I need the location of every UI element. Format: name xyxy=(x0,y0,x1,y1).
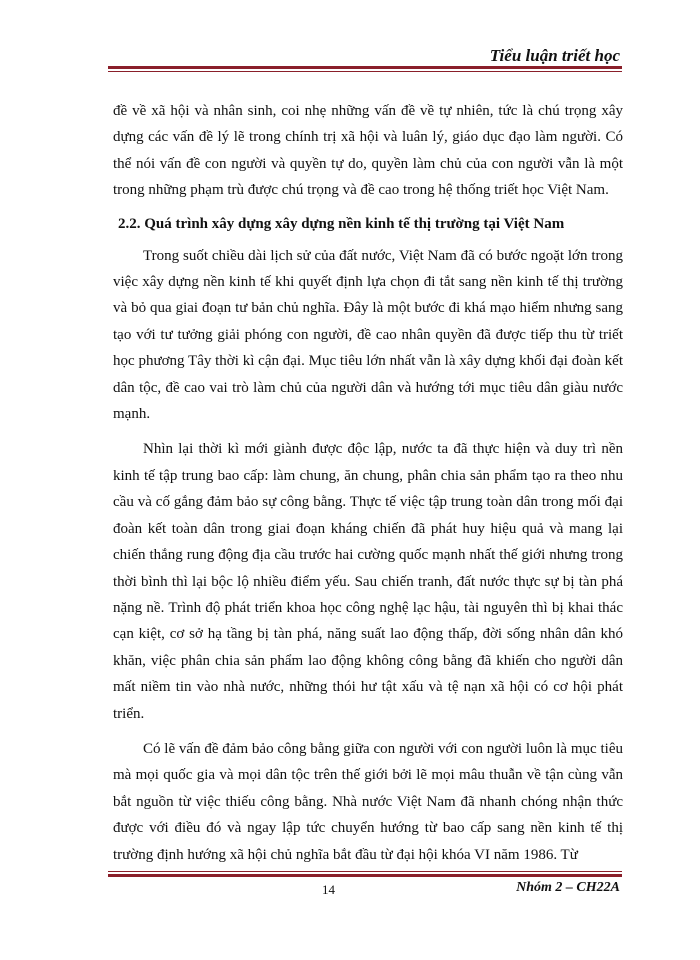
header-rule-thin xyxy=(108,71,622,72)
paragraph-1: Trong suốt chiều dài lịch sử của đất nước, Việt Nam đã có bước ngoặt lớn trong việc xây dựng nền kinh tế khi quyết định lựa chọn đi tắt sang nền kinh tế thị trường và bỏ qua giai đoạn tư bản chủ nghĩa. Đây là một bước đi khá mạo hiểm nhưng sang tạo với tư tưởng giải phóng con người, đề cao nhân quyền đã được tiếp thu từ triết học phương Tây thời kì cận đại. Mục tiêu lớn nhất vẫn là xây dựng khối đại đoàn kết dân tộc, đề cao vai trò làm chủ của người dân và hướng tới mục tiêu dân giàu nước mạnh. xyxy=(113,247,623,423)
group-label: Nhóm 2 – CH22A xyxy=(516,880,620,895)
intro-paragraph: đề về xã hội và nhân sinh, coi nhẹ những vấn đề về tự nhiên, tức là chú trọng xây dựng các vấn đề lý lẽ trong chính trị xã hội và luân lý, giáo dục đạo làm người. Có thể nói vấn đề con người và quyền tự do, quyền làm chủ của con người vẫn là một trong những phạm trù được chú trọng và đề cao trong hệ thống triết học Việt Nam. xyxy=(113,103,623,199)
footer-rule-thick xyxy=(108,874,622,877)
header-rule-thick xyxy=(108,66,622,69)
footer-rule-thin xyxy=(108,871,622,872)
document-title: Tiểu luận triết học xyxy=(489,46,620,65)
page-body xyxy=(113,98,623,868)
section-heading: 2.2. Quá trình xây dựng xây dựng nền kinh tế thị trường tại Việt Nam xyxy=(118,215,565,232)
page-number: 14 xyxy=(322,882,335,897)
paragraph-3: Có lẽ vấn đề đảm bảo công bằng giữa con người với con người luôn là mục tiêu mà mọi quốc gia và mọi dân tộc trên thế giới bởi lẽ mọi mâu thuẫn về tận cùng vẫn bắt nguồn từ việc thiếu công bằng. Nhà nước Việt Nam đã nhanh chóng nhận thức được với điều đó và ngay lập tức chuyển hướng từ bao cấp sang nền kinh tế thị trường định hướng xã hội chủ nghĩa bắt đầu từ đại hội khóa VI năm 1986. Từ xyxy=(113,740,623,863)
header-rule xyxy=(108,66,622,72)
footer-rule xyxy=(108,871,622,877)
paragraph-2: Nhìn lại thời kì mới giành được độc lập, nước ta đã thực hiện và duy trì nền kinh tế tập trung bao cấp: làm chung, ăn chung, phân chia sản phẩm tạo ra theo nhu cầu và cố gắng đảm bảo sự công bằng. Thực tế việc tập trung toàn dân trong mối đại đoàn kết toàn dân trong giai đoạn kháng chiến đã phát huy hiệu quả và mang lại chiến thắng rung động địa cầu trước hai cường quốc mạnh nhất thế giới nhưng trong thời bình thì lại bộc lộ nhiều điểm yếu. Sau chiến tranh, đất nước thực sự bị tàn phá nặng nề. Trình độ phát triển khoa học công nghệ lạc hậu, tài nguyên thì bị khai thác cạn kiệt, cơ sở hạ tầng bị tàn phá, năng suất lao động thấp, đời sống nhân dân khó khăn, việc phân chia sản phẩm lao động không công bằng đã khiến cho người dân mất niềm tin vào nhà nước, những thói hư tật xấu và tệ nạn xã hội có cơ hội phát triển. xyxy=(113,441,623,722)
